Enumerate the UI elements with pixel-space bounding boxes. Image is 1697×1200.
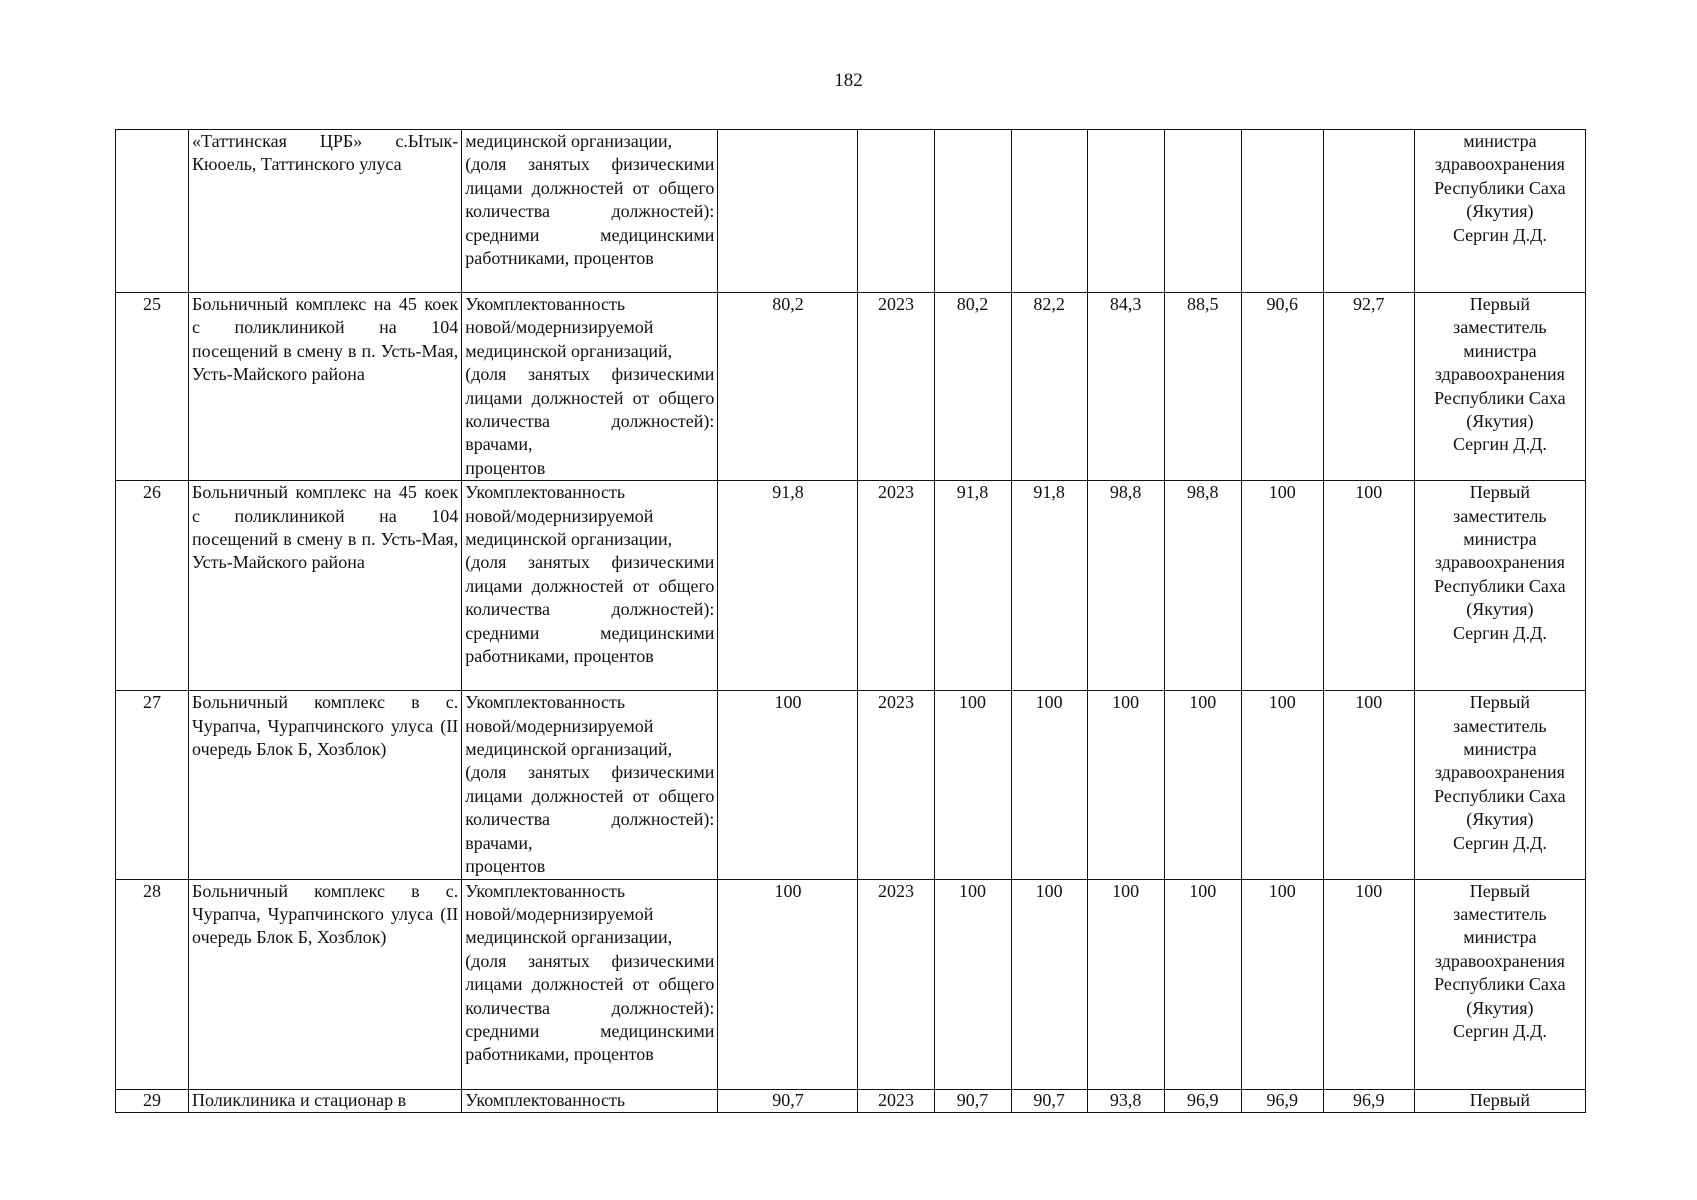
- base-value-cell: [718, 130, 858, 293]
- responsible-text: Первый: [1469, 1089, 1531, 1110]
- responsible-cell: [1414, 293, 1585, 481]
- value-cell-4: 98,8: [1164, 481, 1241, 691]
- value-cell-1: 100: [934, 879, 1011, 1089]
- value-cell-2: 100: [1011, 691, 1087, 879]
- base-value-cell: 91,8: [718, 481, 858, 691]
- table-row: [116, 1089, 1586, 1112]
- value-cell-5: 96,9: [1241, 1089, 1323, 1112]
- base-value-cell: 100: [718, 879, 858, 1089]
- base-year-cell: 2023: [858, 481, 934, 691]
- table-row: [116, 130, 1586, 293]
- value-cell-3: 84,3: [1087, 293, 1164, 481]
- object-cell: Больничный комплекс на 45 коек с поликлиникой на 104 посещений в смену в п. Усть-Мая, Усть-Майского района: [189, 293, 462, 481]
- indicator-text: Укомплектованность новой/модернизируемой медицинской организации, (доля занятых физическими лицами должностей от общего количества должностей): средними медицинскими работниками, процентов: [465, 880, 715, 1065]
- indicator-cell: [462, 481, 718, 691]
- object-cell: Поликлиника и стационар в: [189, 1089, 462, 1112]
- row-number-cell: 25: [116, 293, 189, 481]
- table-row: [116, 879, 1586, 1089]
- value-cell-6: 100: [1323, 481, 1414, 691]
- row-number-cell: 27: [116, 691, 189, 879]
- responsible-text: Первый заместитель министра здравоохранения Республики Саха (Якутия) Сергин Д.Д.: [1434, 880, 1566, 1041]
- base-year-cell: 2023: [858, 293, 934, 481]
- value-cell-4: [1164, 130, 1241, 293]
- value-cell-1: [934, 130, 1011, 293]
- value-cell-1: 100: [934, 691, 1011, 879]
- value-cell-2: 90,7: [1011, 1089, 1087, 1112]
- indicator-text: медицинской организации, (доля занятых физическими лицами должностей от общего количества должностей): средними медицинскими работниками, процентов: [465, 131, 715, 269]
- value-cell-2: [1011, 130, 1087, 293]
- page-number: 182: [834, 70, 863, 91]
- responsible-cell: [1414, 481, 1585, 691]
- object-cell: Больничный комплекс в с. Чурапча, Чурапчинского улуса (II очередь Блок Б, Хозблок): [189, 879, 462, 1089]
- table-body: [116, 130, 1586, 1113]
- indicator-text: Укомплектованность новой/модернизируемой медицинской организаций, (доля занятых физическими лицами должностей от общего количества должностей): врачами, процентов: [465, 692, 715, 877]
- value-cell-5: 90,6: [1241, 293, 1323, 481]
- base-year-cell: 2023: [858, 1089, 934, 1112]
- responsible-text: Первый заместитель министра здравоохранения Республики Саха (Якутия) Сергин Д.Д.: [1434, 692, 1566, 853]
- indicator-cell: [462, 130, 718, 293]
- value-cell-6: 100: [1323, 691, 1414, 879]
- value-cell-2: 100: [1011, 879, 1087, 1089]
- indicator-text: Укомплектованность новой/модернизируемой медицинской организации, (доля занятых физическими лицами должностей от общего количества должностей): средними медицинскими работниками, процентов: [465, 482, 715, 667]
- value-cell-6: 100: [1323, 879, 1414, 1089]
- row-number-cell: 28: [116, 879, 189, 1089]
- value-cell-1: 91,8: [934, 481, 1011, 691]
- responsible-text: Первый заместитель министра здравоохранения Республики Саха (Якутия) Сергин Д.Д.: [1434, 294, 1566, 455]
- value-cell-6: 96,9: [1323, 1089, 1414, 1112]
- indicator-cell: [462, 293, 718, 481]
- base-value-cell: 80,2: [718, 293, 858, 481]
- value-cell-2: 91,8: [1011, 481, 1087, 691]
- base-value-cell: 100: [718, 691, 858, 879]
- value-cell-6: [1323, 130, 1414, 293]
- value-cell-3: [1087, 130, 1164, 293]
- indicator-text: Укомплектованность новой/модернизируемой медицинской организаций, (доля занятых физическими лицами должностей от общего количества должностей): врачами, процентов: [465, 294, 715, 478]
- value-cell-4: 100: [1164, 879, 1241, 1089]
- object-cell: «Таттинская ЦРБ» с.Ытык-Кюоель, Таттинского улуса: [189, 130, 462, 293]
- value-cell-2: 82,2: [1011, 293, 1087, 481]
- responsible-cell: [1414, 130, 1585, 293]
- value-cell-4: 88,5: [1164, 293, 1241, 481]
- row-number-cell: 29: [116, 1089, 189, 1112]
- base-year-cell: [858, 130, 934, 293]
- responsible-cell: [1414, 879, 1585, 1089]
- table-row: [116, 691, 1586, 879]
- responsible-cell: [1414, 1089, 1585, 1112]
- value-cell-3: 98,8: [1087, 481, 1164, 691]
- value-cell-1: 80,2: [934, 293, 1011, 481]
- value-cell-5: [1241, 130, 1323, 293]
- indicator-cell: [462, 1089, 718, 1112]
- row-number-cell: 26: [116, 481, 189, 691]
- table-row: [116, 481, 1586, 691]
- value-cell-3: 93,8: [1087, 1089, 1164, 1112]
- value-cell-5: 100: [1241, 879, 1323, 1089]
- value-cell-1: 90,7: [934, 1089, 1011, 1112]
- base-year-cell: 2023: [858, 879, 934, 1089]
- indicator-cell: [462, 691, 718, 879]
- value-cell-5: 100: [1241, 481, 1323, 691]
- table-row: [116, 293, 1586, 481]
- object-cell: Больничный комплекс на 45 коек с поликлиникой на 104 посещений в смену в п. Усть-Мая, Усть-Майского района: [189, 481, 462, 691]
- responsible-text: министра здравоохранения Республики Саха (Якутия) Сергин Д.Д.: [1434, 131, 1566, 245]
- value-cell-6: 92,7: [1323, 293, 1414, 481]
- value-cell-3: 100: [1087, 879, 1164, 1089]
- row-number-cell: [116, 130, 189, 293]
- indicators-table: [115, 129, 1586, 1113]
- responsible-text: Первый заместитель министра здравоохранения Республики Саха (Якутия) Сергин Д.Д.: [1434, 482, 1566, 643]
- base-value-cell: 90,7: [718, 1089, 858, 1112]
- object-cell: Больничный комплекс в с. Чурапча, Чурапчинского улуса (II очередь Блок Б, Хозблок): [189, 691, 462, 879]
- indicator-text: Укомплектованность: [465, 1089, 626, 1110]
- base-year-cell: 2023: [858, 691, 934, 879]
- value-cell-4: 100: [1164, 691, 1241, 879]
- value-cell-3: 100: [1087, 691, 1164, 879]
- indicator-cell: [462, 879, 718, 1089]
- value-cell-5: 100: [1241, 691, 1323, 879]
- responsible-cell: [1414, 691, 1585, 879]
- value-cell-4: 96,9: [1164, 1089, 1241, 1112]
